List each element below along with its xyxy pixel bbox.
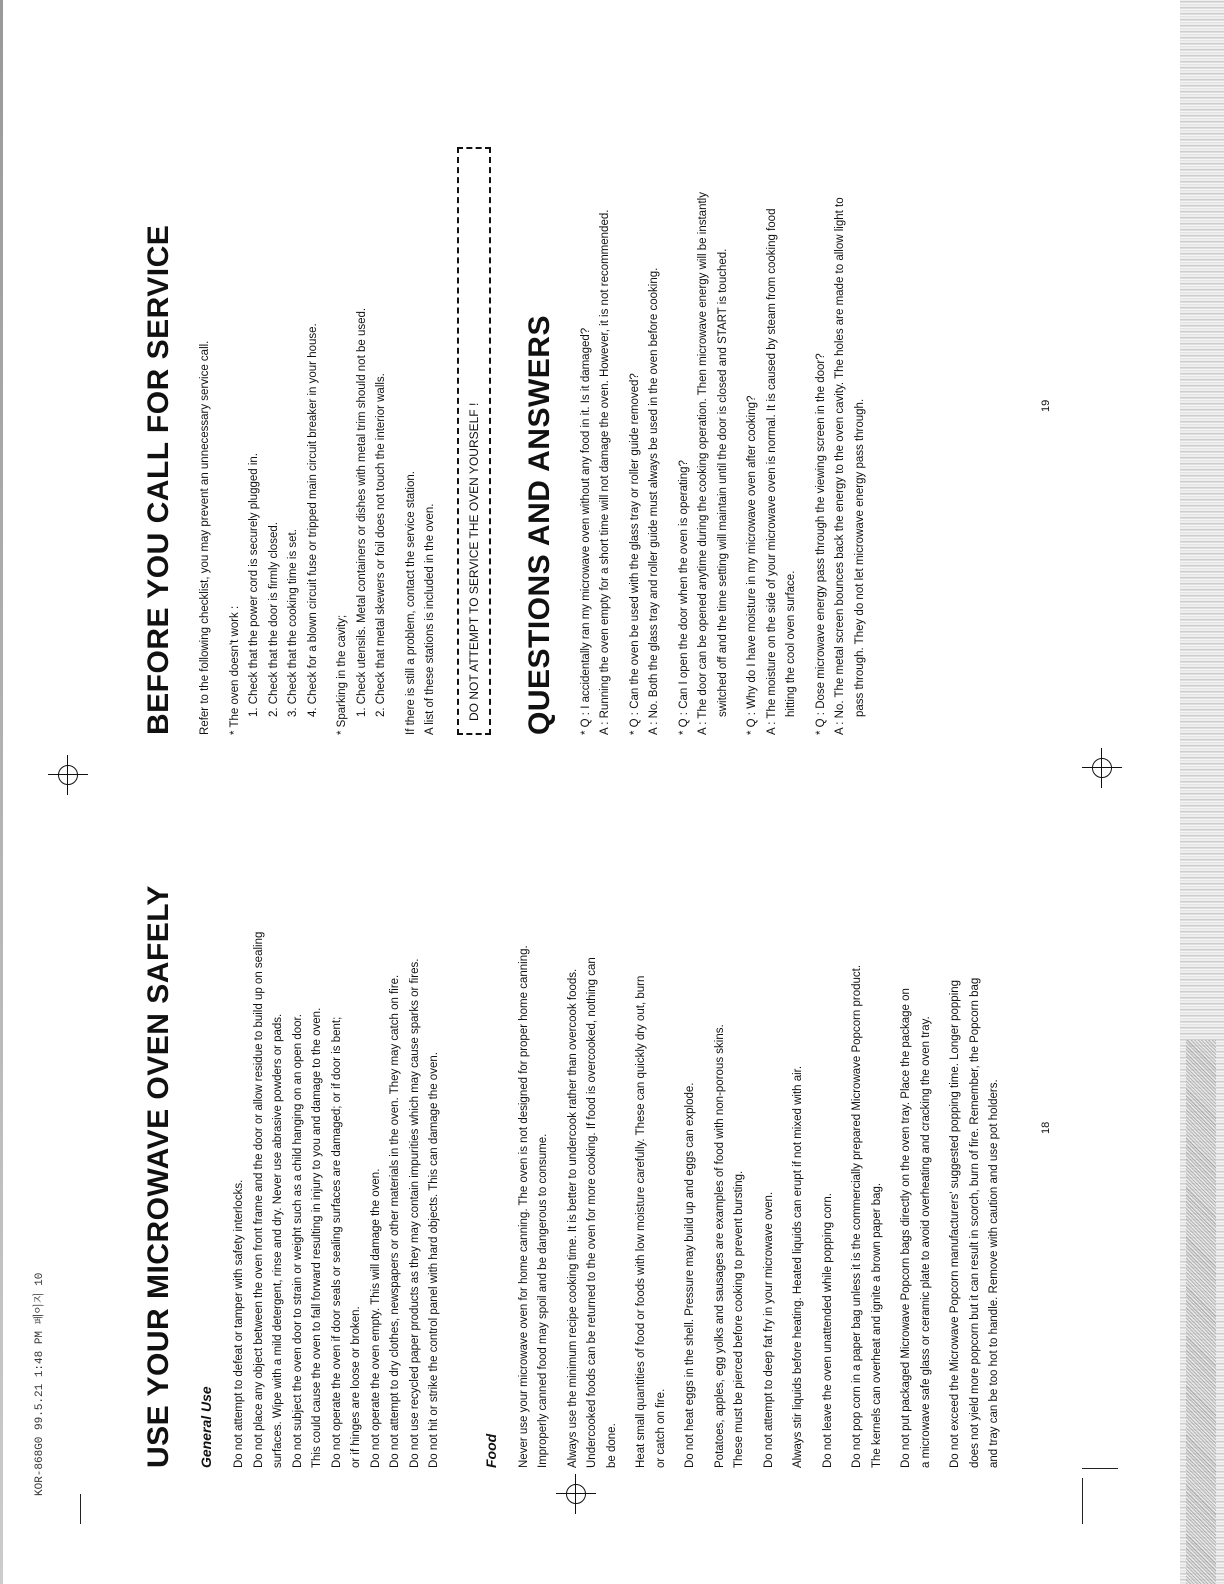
- answer: switched off and the time setting will maintain until the door is closed and START is touched.: [716, 248, 729, 717]
- question: * Q : Can the oven be used with the glass tray or roller guide removed?: [628, 373, 641, 735]
- text-line: a microwave safe glass or ceramic plate to avoid overheating and cracking the oven tray.: [919, 1016, 932, 1468]
- registration-mark: [1082, 748, 1122, 788]
- page-title: USE YOUR MICROWAVE OVEN SAFELY: [142, 885, 175, 1468]
- answer: A : The moisture on the side of your microwave oven is normal. It is caused by steam from cooking food: [765, 208, 778, 735]
- text-line: Always stir liquids before heating. Heated liquids can erupt if not mixed with air.: [792, 1065, 805, 1468]
- problem-note: [404, 15, 439, 735]
- trim-mark: [80, 1494, 81, 1524]
- page-number-18: 18: [1040, 1121, 1052, 1134]
- question: * Q : I accidentally ran my microwave oven without any food in it. Is it damaged?: [579, 327, 592, 735]
- group-heading: * The oven doesn't work :: [228, 605, 241, 735]
- answer: A : Running the oven empty for a short time will not damage the oven. However, it is not recommended.: [599, 209, 612, 735]
- text-line: Never use your microwave oven for home canning. The oven is not designed for proper home canning.: [517, 945, 530, 1468]
- qa-item: [745, 15, 800, 735]
- answer: hitting the cool oven surface.: [785, 570, 798, 717]
- text-line: Potatoes, apples, egg yolks and sausages are examples of food with non-porous skins.: [713, 1024, 726, 1468]
- print-header-code: KOR-868G0 99.5.21 1:48 PM 페이지 10: [34, 1272, 46, 1496]
- text-line: Do not hit or strike the control panel with hard objects. This can damage the oven.: [428, 1052, 441, 1468]
- checklist-item: 1. Check utensils. Metal containers or dishes with metal trim should not be used.: [355, 307, 368, 717]
- text-line: This could cause the oven to fall forward resulting in injury to you and damage to the oven.: [311, 1007, 324, 1468]
- answer: A : No. Both the glass tray and roller guide must always be used in the oven before cooking.: [648, 267, 661, 735]
- registration-mark: [48, 755, 88, 795]
- intro-text: Refer to the following checklist, you may prevent an unnecessary service call.: [199, 340, 211, 735]
- registration-mark: [556, 1474, 596, 1514]
- checklist-item: 2. Check that the door is firmly closed.: [267, 522, 280, 717]
- checklist-item: 3. Check that the cooking time is set.: [287, 529, 300, 717]
- text-line: Improperly canned food may spoil and be dangerous to consume.: [537, 1133, 550, 1468]
- question: * Q : Why do I have moisture in my microwave oven after cooking?: [746, 395, 759, 735]
- qa-item: [628, 15, 663, 735]
- text-line: Do not attempt to dry clothes, newspapers or other materials in the oven. They may catch on fire.: [389, 974, 402, 1468]
- text-line: does not yield more popcorn but it can result in scorch, burn of fire. Remember, the Popcorn bag: [968, 977, 981, 1468]
- text-line: or if hinges are loose or broken.: [350, 1306, 363, 1468]
- page-right: [142, 15, 882, 735]
- trim-mark: [1082, 1478, 1083, 1524]
- text-line: Do not exceed the Microwave Popcorn manufacturers' suggested popping time. Longer popping: [949, 979, 962, 1468]
- text-line: Do not place any object between the oven front frame and the door or allow residue to build up on sealing: [252, 931, 265, 1468]
- text-line: A list of these stations is included in the oven.: [424, 503, 437, 735]
- text-line: These must be pierced before cooking to prevent bursting.: [733, 1170, 746, 1468]
- text-line: Do not pop corn in a paper bag unless it is the commercially prepared Microwave Popcorn product.: [851, 964, 864, 1468]
- text-line: Do not operate the oven if door seals or sealing surfaces are damaged; or if door is bent;: [330, 1016, 343, 1468]
- text-line: Undercooked foods can be returned to the oven for more cooking. If food is overcooked, nothing can: [586, 957, 599, 1468]
- text-line: Do not subject the oven door to strain or weight such as a child hanging on an open door.: [291, 1014, 304, 1468]
- checklist-item: 1. Check that the power cord is securely plugged in.: [248, 452, 261, 717]
- answer: pass through. They do not let microwave energy pass through.: [853, 398, 866, 717]
- text-line: Do not put packaged Microwave Popcorn bags directly on the oven tray. Place the package on: [900, 988, 913, 1468]
- group-heading: * Sparking in the cavity;: [336, 614, 349, 735]
- text-line: Do not attempt to deep fat fry in your microwave oven.: [762, 1191, 775, 1468]
- checklist-item: 4. Check for a blown circuit fuse or tripped main circuit breaker in your house.: [306, 323, 319, 717]
- paragraph: [948, 188, 1003, 1468]
- text-line: be done.: [605, 1423, 618, 1468]
- text-line: Do not heat eggs in the shell. Pressure may build up and eggs can explode.: [684, 1082, 697, 1468]
- page-number-19: 19: [1040, 399, 1052, 412]
- qa-item: [677, 15, 732, 735]
- scan-edge: [0, 0, 3, 1584]
- qa-title: QUESTIONS AND ANSWERS: [522, 315, 556, 735]
- trim-mark: [1082, 1468, 1118, 1469]
- answer: A : No. The metal screen bounces back the energy to the oven cavity. The holes are made to allow light to: [834, 197, 847, 735]
- page-title: BEFORE YOU CALL FOR SERVICE: [142, 224, 175, 735]
- paragraph: [899, 188, 934, 1468]
- text-line: Heat small quantities of food or foods with low moisture carefully. These can quickly dry out, burn: [635, 975, 648, 1468]
- text-line: Always use the minimum recipe cooking time. It is better to undercook rather than overcook foods.: [566, 968, 579, 1468]
- text-line: Do not leave the oven unattended while popping corn.: [821, 1193, 834, 1468]
- text-line: Do not use recycled paper products as they may contain impurities which may cause sparks or fires.: [408, 958, 421, 1468]
- sparking-group: [335, 15, 390, 735]
- text-line: Do not operate the oven empty. This will damage the oven.: [369, 1168, 382, 1468]
- warning-box: DO NOT ATTEMPT TO SERVICE THE OVEN YOURSELF !: [457, 147, 491, 735]
- section-heading-food: Food: [482, 1433, 499, 1468]
- text-line: The kernels can overheat and ignite a brown paper bag.: [870, 1182, 883, 1468]
- checklist-item: 2. Check that metal skewers or foil does not touch the interior walls.: [375, 373, 388, 717]
- text-line: surfaces. Wipe with a mild detergent, rinse and dry. Never use abrasive powders or pads.: [272, 1013, 285, 1468]
- answer: A : The door can be opened anytime during the cooking operation. Then microwave energy will be instantly: [697, 192, 710, 735]
- qa-item: [814, 15, 869, 735]
- text-line: Do not attempt to defeat or tamper with safety interlocks.: [233, 1179, 245, 1468]
- question: * Q : Can I open the door when the oven is operating?: [677, 460, 690, 735]
- text-line: and tray can be too hot to handle. Remove with caution and use pot holders.: [988, 1079, 1001, 1468]
- section-heading-general-use: General Use: [198, 1386, 214, 1468]
- qa-item: [579, 15, 614, 735]
- text-line: If there is still a problem, contact the service station.: [404, 471, 417, 735]
- text-line: or catch on fire.: [654, 1388, 667, 1468]
- question: * Q : Dose microwave energy pass through the viewing screen in the door?: [814, 353, 827, 735]
- oven-doesnt-work-group: [228, 15, 322, 735]
- scan-noise-dark: [1186, 1040, 1216, 1584]
